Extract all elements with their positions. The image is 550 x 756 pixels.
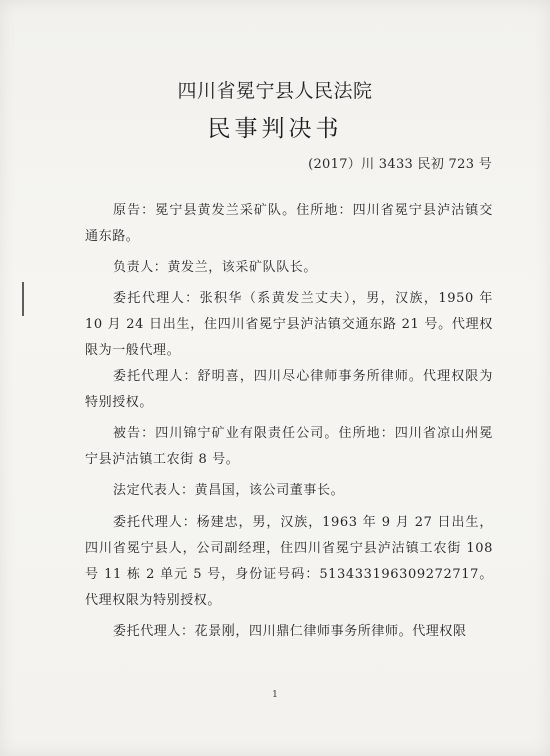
paragraph-plaintiff: 原告：冕宁县黄发兰采矿队。住所地：四川省冕宁县泸沽镇交通东路。	[85, 203, 493, 244]
paragraph-defendant-agent-2: 委托代理人：花景刚，四川鼎仁律师事务所律师。代理权限	[113, 624, 467, 639]
paragraph-plaintiff-representative: 负责人：黄发兰，该采矿队队长。	[113, 260, 318, 275]
paragraph-defendant: 被告：四川锦宁矿业有限责任公司。住所地：四川省凉山州冕宁县泸沽镇工农街 8 号。	[85, 426, 493, 467]
margin-mark	[22, 282, 24, 316]
paragraph-defendant-agent-1: 委托代理人：杨建忠，男，汉族，1963 年 9 月 27 日出生，四川省冕宁县人，公司副经理，住四川省冕宁县泸沽镇工农街 108 号 11 栋 2 单元 5 号，身份证号码：513433196309272717。代理权限为特别授权。	[85, 515, 493, 608]
document-title: 民事判决书	[207, 116, 343, 142]
case-number: (2017）川 3433 民初 723 号	[308, 157, 492, 172]
page-number: 1	[272, 690, 278, 700]
paragraph-plaintiff-agent-2: 委托代理人：舒明喜，四川尽心律师事务所律师。代理权限为特别授权。	[85, 369, 493, 410]
paragraph-defendant-representative: 法定代表人：黄昌国，该公司董事长。	[113, 483, 345, 498]
paragraph-plaintiff-agent-1: 委托代理人：张积华（系黄发兰丈夫），男，汉族，1950 年 10 月 24 日出生，住四川省冕宁县泸沽镇交通东路 21 号。代理权限为一般代理。	[85, 291, 493, 358]
court-name: 四川省冕宁县人民法院	[177, 80, 373, 102]
